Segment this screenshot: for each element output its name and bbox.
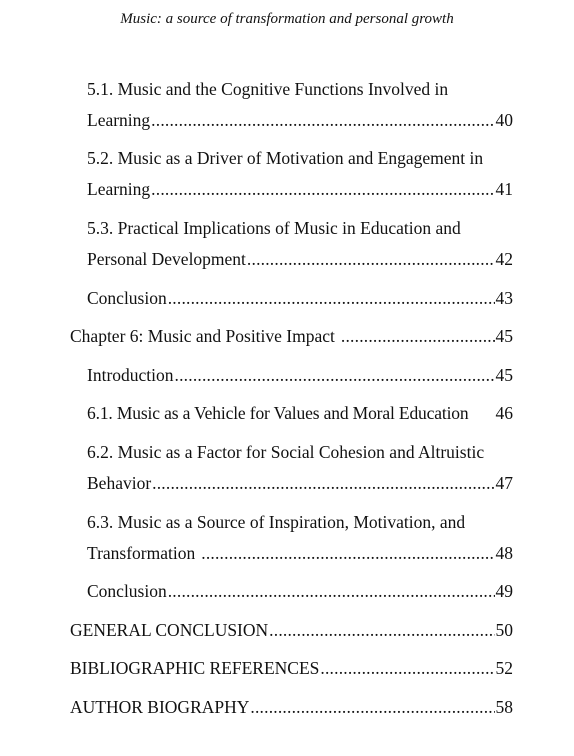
toc-page-number: 50: [495, 620, 513, 640]
toc-page-number: 52: [495, 658, 513, 678]
toc-page-number: 43: [495, 288, 513, 308]
toc-page-number: 41: [495, 179, 513, 199]
toc-entry-title: 6.3. Music as a Source of Inspiration, Motivation, and: [87, 512, 466, 532]
toc-entry-title: 6.2. Music as a Factor for Social Cohesion and Altruistic: [87, 442, 485, 462]
dot-leader: [320, 657, 494, 679]
dot-leader: [341, 325, 495, 347]
toc-page-number: 45: [495, 326, 513, 346]
dot-leader: [151, 109, 494, 131]
toc-entry-author-biography[interactable]: [70, 696, 513, 718]
toc-entry-bibliographic-references[interactable]: [70, 657, 513, 679]
toc-entry-title-cont: Behavior: [87, 473, 152, 493]
toc-entry-title: Chapter 6: Music and Positive Impact: [70, 326, 335, 346]
toc-entry-title-cont: Learning: [87, 179, 151, 199]
toc-entry-6-3[interactable]: [87, 511, 513, 564]
dot-leader: [269, 619, 494, 641]
toc-entry-title: Conclusion: [87, 581, 167, 601]
toc-entry-title: Conclusion: [87, 288, 167, 308]
toc-entry-5-3[interactable]: [87, 217, 513, 270]
toc-page-number: 58: [495, 697, 513, 717]
toc-page-number: 46: [495, 403, 513, 423]
dot-leader: [151, 178, 494, 200]
toc-entry-5-1[interactable]: [87, 78, 513, 131]
toc-entry-6-1[interactable]: [87, 402, 513, 424]
toc-entry-title: 5.3. Practical Implications of Music in Education and: [87, 218, 461, 238]
toc-entry-title: BIBLIOGRAPHIC REFERENCES: [70, 658, 320, 678]
toc-page-number: 48: [495, 543, 513, 563]
dot-leader: [247, 248, 495, 270]
toc-page-number: 47: [495, 473, 513, 493]
toc-page-number: 40: [495, 110, 513, 130]
toc-entry-6-2[interactable]: [87, 441, 513, 494]
toc-page-number: 45: [495, 365, 513, 385]
toc-entry-conclusion-6[interactable]: [87, 580, 513, 602]
toc-entry-general-conclusion[interactable]: [70, 619, 513, 641]
dot-leader: [168, 287, 495, 309]
running-header: Music: a source of transformation and personal growth: [120, 11, 454, 27]
dot-leader: [250, 696, 494, 718]
dot-leader: [175, 364, 495, 386]
toc-entry-5-2[interactable]: [87, 147, 513, 200]
toc-page-number: 49: [495, 581, 513, 601]
toc-entry-title: 5.2. Music as a Driver of Motivation and Engagement in: [87, 148, 484, 168]
toc-entry-title: Introduction: [87, 365, 174, 385]
toc-entry-chapter-6[interactable]: [70, 325, 513, 347]
toc-entry-title-cont: Personal Development: [87, 249, 246, 269]
toc-entry-conclusion-5[interactable]: [87, 287, 513, 309]
toc-entry-title: 6.1. Music as a Vehicle for Values and Moral Education: [87, 403, 469, 423]
toc-entry-title-cont: Learning: [87, 110, 151, 130]
toc-entry-title-cont: Transformation: [87, 543, 196, 563]
toc-entry-title: 5.1. Music and the Cognitive Functions Involved in: [87, 79, 449, 99]
dot-leader: [168, 580, 495, 602]
dot-leader: [201, 542, 494, 564]
toc-entry-title: AUTHOR BIOGRAPHY: [70, 697, 250, 717]
toc-page-number: 42: [495, 249, 513, 269]
toc-entry-introduction-6[interactable]: [87, 364, 513, 386]
toc-entry-title: GENERAL CONCLUSION: [70, 620, 269, 640]
dot-leader: [152, 472, 494, 494]
